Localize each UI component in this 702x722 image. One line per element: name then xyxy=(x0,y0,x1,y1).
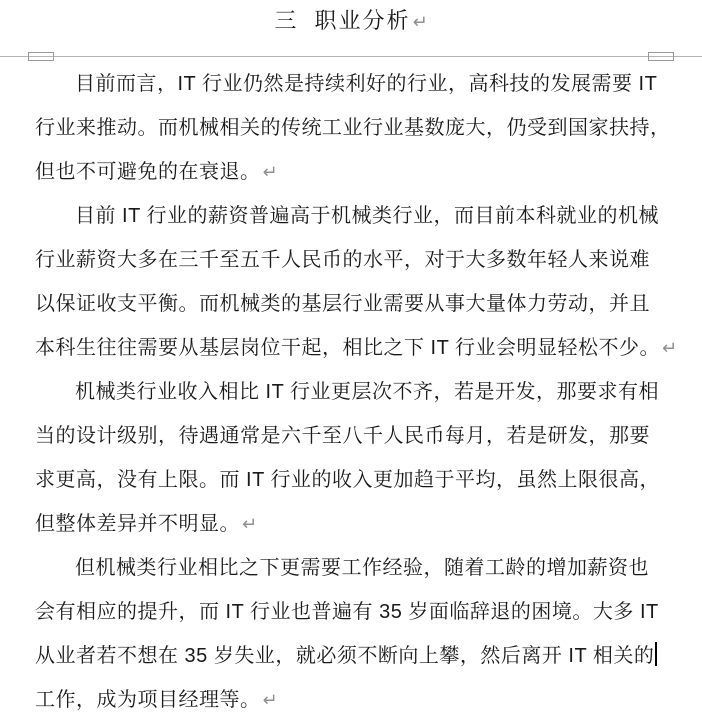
margin-marker-right xyxy=(648,52,674,61)
text-line[interactable] xyxy=(35,458,668,502)
line-text: 从业者若不想在 35 岁失业，就必须不断向上攀，然后离开 IT 相关的 xyxy=(35,645,655,667)
text-line[interactable] xyxy=(35,678,668,722)
line-text: 工作，成为项目经理等。 xyxy=(35,689,261,711)
line-text: 目前而言，IT 行业仍然是持续利好的行业，高科技的发展需要 IT xyxy=(75,73,658,95)
line-text: 当的设计级别，待遇通常是六千至八千人民币每月，若是研发，那要 xyxy=(35,425,650,447)
paragraph-mark: ↵ xyxy=(662,338,678,358)
line-text: 会有相应的提升，而 IT 行业也普遍有 35 岁面临辞退的困境。大多 IT xyxy=(35,601,659,623)
text-line[interactable] xyxy=(35,590,668,634)
text-line[interactable] xyxy=(35,282,668,326)
paragraph-mark: ↵ xyxy=(262,690,278,710)
text-line[interactable] xyxy=(35,502,668,546)
line-text: 求更高，没有上限。而 IT 行业的收入更加趋于平均，虽然上限很高， xyxy=(35,469,661,491)
line-text: 本科生往往需要从基层岗位干起，相比之下 IT 行业会明显轻松不少。 xyxy=(35,337,661,359)
document-title[interactable] xyxy=(0,5,702,38)
line-text: 行业薪资大多在三千至五千人民币的水平，对于大多数年轻人来说难 xyxy=(35,249,650,271)
text-line[interactable] xyxy=(35,326,678,370)
text-line[interactable] xyxy=(35,238,668,282)
line-text: 行业来推动。而机械相关的传统工业行业基数庞大，仍受到国家扶持， xyxy=(35,117,671,139)
text-line[interactable] xyxy=(35,194,668,238)
text-line[interactable] xyxy=(35,370,668,414)
line-text: 但也不可避免的在衰退。 xyxy=(35,161,261,183)
paragraph-mark: ↵ xyxy=(242,514,258,534)
margin-marker-left xyxy=(28,52,54,61)
paragraph-mark: ↵ xyxy=(412,12,428,32)
line-text: 以保证收支平衡。而机械类的基层行业需要从事大量体力劳动，并且 xyxy=(35,293,650,315)
text-line[interactable] xyxy=(35,414,668,458)
text-line[interactable] xyxy=(35,62,668,106)
line-text: 机械类行业收入相比 IT 行业更层次不齐，若是开发，那要求有相 xyxy=(75,381,660,403)
line-text: 但整体差异并不明显。 xyxy=(35,513,240,535)
document-body[interactable] xyxy=(35,62,678,722)
text-line[interactable] xyxy=(35,150,668,194)
line-text: 但机械类行业相比之下更需要工作经验，随着工龄的增加薪资也 xyxy=(75,557,649,579)
page-boundary-line xyxy=(0,56,702,57)
text-cursor xyxy=(655,642,657,666)
text-line[interactable] xyxy=(35,106,671,150)
line-text: 目前 IT 行业的薪资普遍高于机械类行业，而目前本科就业的机械 xyxy=(75,205,660,227)
paragraph-mark: ↵ xyxy=(262,162,278,182)
title-text: 三 职业分析 xyxy=(274,8,411,33)
text-line[interactable] xyxy=(35,546,668,590)
text-line[interactable] xyxy=(35,634,668,678)
